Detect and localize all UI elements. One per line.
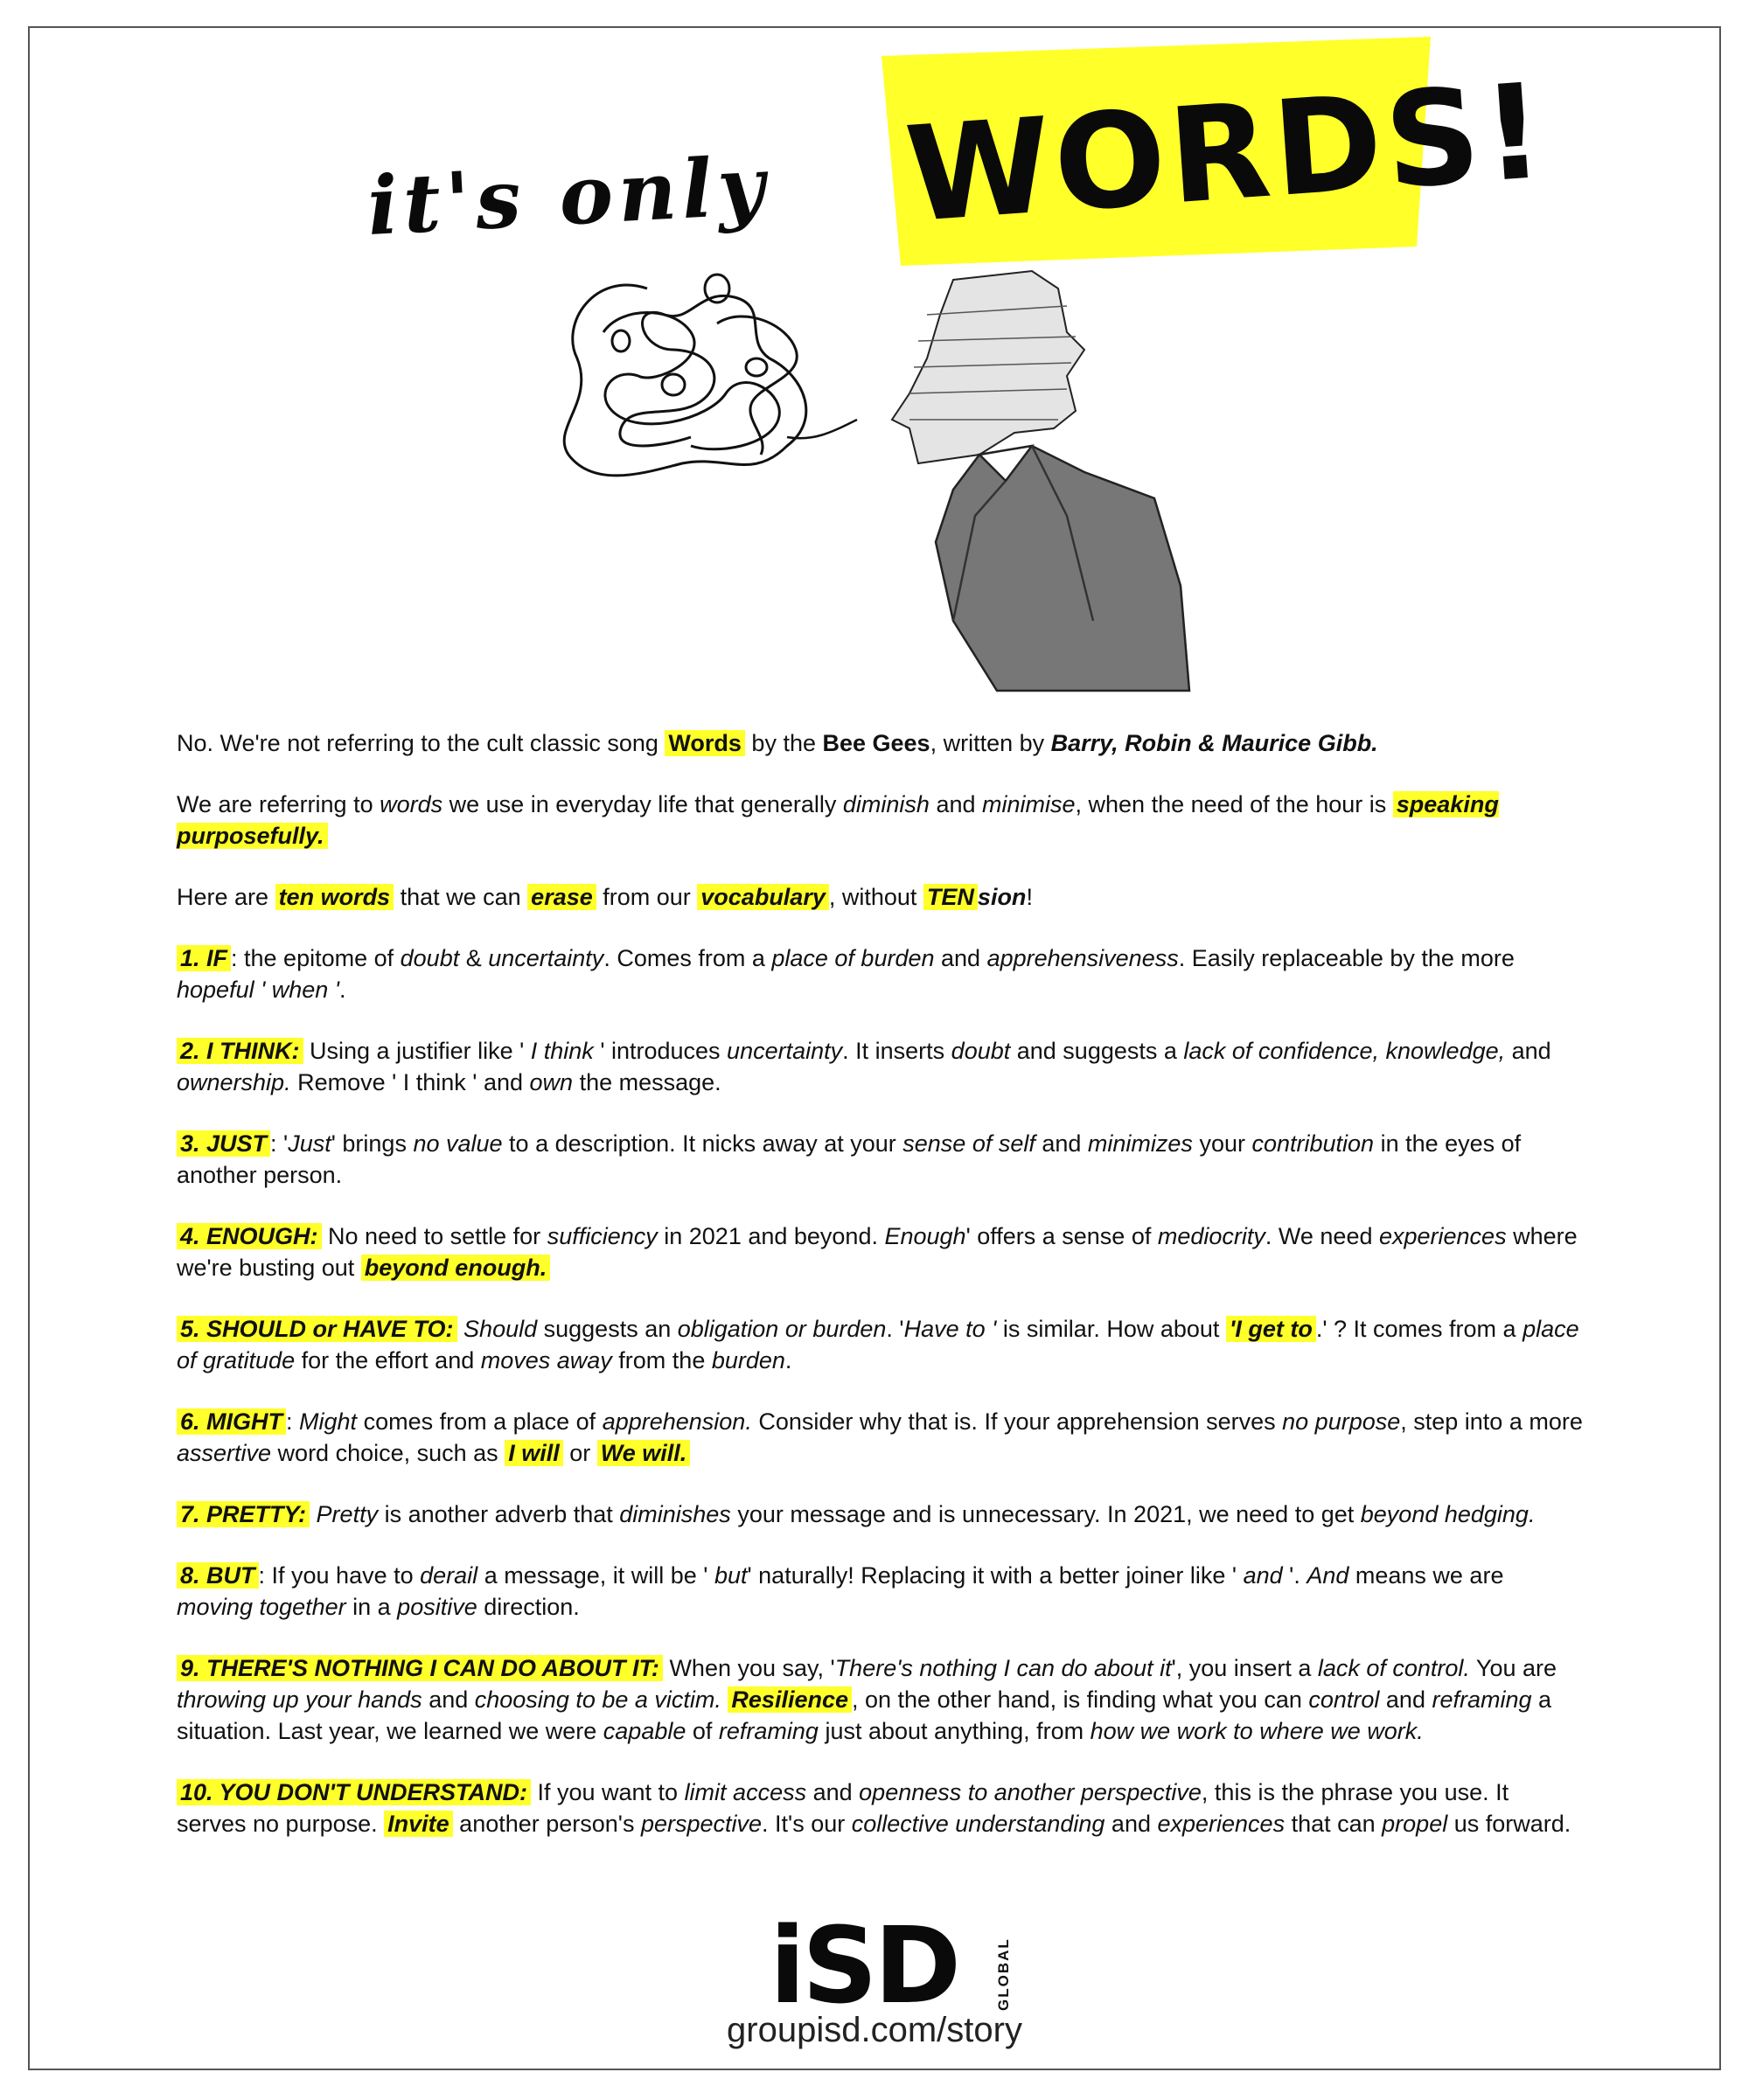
item-nothing-i-can-do: 9. THERE'S NOTHING I CAN DO ABOUT IT: When you say, 'There's nothing I can do about it', you insert a lack of control. You are throwing up your hands and choosing to be a victim. Resilience , on the other hand, is finding what you can control and reframing a situation. Last year, we learned we were capable of reframing just about anything, from how we work to where we work.: [177, 1655, 1557, 1744]
item-you-dont-understand: 10. YOU DON'T UNDERSTAND: If you want to limit access and openness to another perspective, this is the phrase you use. It serves no purpose. Invite another person's perspective. It's our collective understanding and experiences that can propel us forward.: [177, 1779, 1571, 1837]
intro-paragraph-2: We are referring to words we use in everyday life that generally diminish and minimise, when the need of the hour is speaking purposefully.: [177, 791, 1499, 849]
illustration-man-speaking-words: [542, 254, 1224, 717]
item-should-have-to: 5. SHOULD or HAVE TO: Should suggests an obligation or burden. 'Have to ' is similar. How about 'I get to .' ? It comes from a place of gratitude for the effort and moves away from the burden.: [177, 1316, 1579, 1373]
logo-global-label: GLOBAL: [995, 1937, 1012, 2011]
man-suit: [936, 446, 1189, 691]
footer-url[interactable]: groupisd.com/story: [727, 2011, 1022, 2049]
item-i-think: 2. I THINK: Using a justifier like ' I think ' introduces uncertainty. It inserts doubt and suggests a lack of confidence, knowledge, and ownership. Remove ' I think ' and own the message.: [177, 1038, 1551, 1095]
logo-text: iSD: [770, 1922, 958, 2009]
item-enough: 4. ENOUGH: No need to settle for sufficiency in 2021 and beyond. Enough' offers a sense of mediocrity. We need experiences where we're busting out beyond enough.: [177, 1223, 1578, 1281]
article-body: [177, 727, 1585, 1869]
title-word: WORDS!: [901, 55, 1552, 253]
intro-paragraph-3: Here are ten words that we can erase from our vocabulary , without TEN sion!: [177, 884, 1033, 910]
title-prefix: it's only: [365, 138, 772, 254]
isd-logo: [770, 1922, 1014, 2009]
title-area: [0, 0, 1749, 280]
intro-paragraph-1: No. We're not referring to the cult classic song Words by the Bee Gees, written by Barry, Robin & Maurice Gibb.: [177, 730, 1378, 756]
item-might: 6. MIGHT : Might comes from a place of apprehension. Consider why that is. If your apprehension serves no purpose, step into a more assertive word choice, such as I will or We will.: [177, 1408, 1583, 1466]
item-but: 8. BUT : If you have to derail a message, it will be ' but' naturally! Replacing it with a better joiner like ' and '. And means we are moving together in a positive direction.: [177, 1562, 1504, 1620]
item-pretty: 7. PRETTY: Pretty is another adverb that diminishes your message and is unnecessary. In 2021, we need to get beyond hedging.: [177, 1499, 1585, 1530]
item-just: 3. JUST : 'Just' brings no value to a description. It nicks away at your sense of self and minimizes your contribution in the eyes of another person.: [177, 1130, 1522, 1188]
item-if: 1. IF : the epitome of doubt & uncertainty. Comes from a place of burden and apprehensiveness. Easily replaceable by the more hopeful ' when '.: [177, 945, 1515, 1003]
tangled-words-scribble: [564, 275, 857, 476]
man-head-letters: [892, 271, 1084, 463]
